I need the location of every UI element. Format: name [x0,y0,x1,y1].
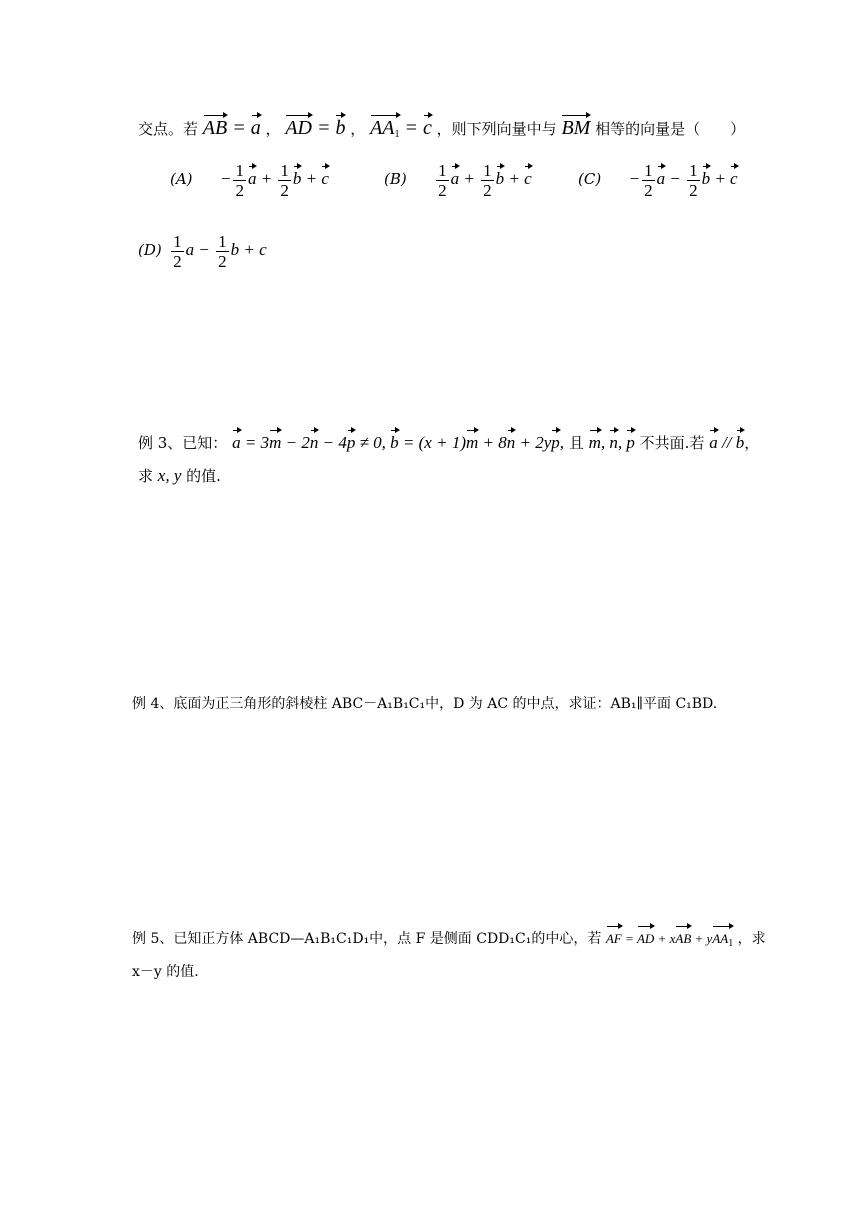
q2-intro: 交点。若 [138,120,199,138]
vector-bm: BM [561,117,591,139]
option-b [384,161,532,200]
option-d-label: (D) [138,241,162,260]
q2-tail: ，则下列向量中与 [436,120,557,138]
option-c-expr: − $\frac{1}{2}$ a − $\frac{1}{2}$ b + c [628,161,738,200]
option-b-expr: $\frac{1}{2}$ a + $\frac{1}{2}$ b + c [438,161,532,200]
ex3-vectors-mnp: m, n, p [588,433,635,452]
ex3-prefix: 例 3、已知： [138,434,228,452]
option-c [578,161,738,200]
q2-comma-2: ， [350,120,366,138]
option-a-label: (A) [170,170,193,189]
q2-stem [138,118,745,145]
ex3-xy: x, y [157,466,182,485]
option-a-expr: − $\frac{1}{2}$ a + $\frac{1}{2}$ b + c [219,161,329,200]
ex3-parallel: a // b [709,433,745,452]
ex3-line-2 [138,466,221,486]
ex3-mid: 且 [568,434,584,452]
ex5-text: 例 5、已知正方体 ABCD—A₁B₁C₁D₁中，点 F 是侧面 CDD₁C₁的中心，若 [132,931,602,947]
vector-ad-eq-b: AD = b [285,117,346,139]
ex3-ask: 求 [138,467,154,485]
ex3-line-1: 例 3、已知： a = 3m − 2n − 4p ≠ 0, b = (x + 1)m + 8n + 2yp, 且 m, n, p 不共面.若 a // b， [138,433,760,452]
vector-aa1-eq-c: $AA_1 = c$ [370,117,432,139]
ex3-not-coplanar: 不共面.若 [639,434,705,452]
option-c-label: (C) [578,170,602,189]
ex3-vector-a: a = 3m − 2n − 4p ≠ 0, b = (x + 1)m + 8n + 2yp, [232,433,565,452]
ex5-equation: AF = AD + xAB + yAA$_1$ [606,931,733,946]
vector-ab-eq-a: AB = a [202,117,261,139]
q2-tail-2: 相等的向量是（ ） [595,120,746,138]
option-a [170,161,329,200]
ex5-ask: ，求 [737,931,766,947]
ex4-line: 例 4、底面为正三角形的斜棱柱 ABC－A₁B₁C₁中，D 为 AC 的中点，求证：AB₁∥平面 C₁BD. [132,696,718,712]
option-b-label: (B) [384,170,407,189]
q2-comma-1: ， [265,120,281,138]
ex5-line-2: x－y 的值. [132,964,199,980]
ex3-ask-tail: 的值. [186,467,221,485]
ex5-line-1 [132,929,766,954]
option-d-expr: $\frac{1}{2}$ a − $\frac{1}{2}$ b + c [173,232,267,271]
option-d [138,232,267,271]
